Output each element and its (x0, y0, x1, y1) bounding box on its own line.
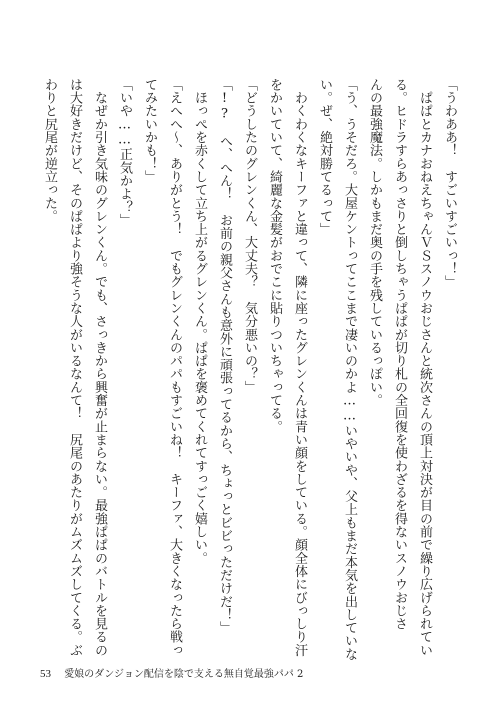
text-line: 「う、うそだろ。大屋ケントってここまで凄いのかよ……いやいや、父上もまだ本気を出していな (342, 78, 357, 661)
text-line: ぱぱとカナおねえちゃんＶＳスノウおじさんと統次さんの頂上対決が目の前で繰り広げられてい (417, 78, 432, 657)
text-line: 「えへへ〜、ありがとう！ でもグレンくんのパパもすごいね！ キーファ、大きくなったら戦っ (167, 78, 182, 657)
page-number: 53 (40, 668, 51, 680)
text-line: てみたいかも！」 (142, 78, 157, 184)
text-line: わくわくなキーファと違って、隣に座ったグレンくんは青い顔をしている。顔全体にびっしり汗 (292, 78, 307, 657)
running-title: 愛娘のダンジョン配信を陰で支える無自覚最強パパ 2 (64, 669, 304, 680)
text-line: い。ぜ、絶対勝てるって」 (317, 78, 332, 236)
text-line: ほっぺを赤くして立ち上がるグレンくん。ぱぱを褒めてくれてすっごく嬉しい。 (192, 78, 207, 565)
text-line: んの最強魔法。しかもまだ奥の手を残しているっぽい。 (367, 78, 382, 407)
text-line: をかいていて、綺麗な金髪がおでこに貼りついちゃってる。 (267, 78, 282, 434)
text-line: 「いや……正気かよ？」 (117, 78, 132, 227)
text-line: 「!? へ、へん！ お前の親父さんも意外に頑張ってるから、ちょっとビビっただけだ！」 (217, 78, 232, 635)
text-line: 「どうしたのグレンくん、大丈夫？ 気分悪いの？」 (242, 78, 257, 394)
text-line: なぜか引き気味のグレンくん。でも、さっきから興奮が止まらない。最強ぱぱのバトルを見るの (92, 78, 107, 657)
text-line: は大好きだけど、そのぱぱより強そうな人がいるなんて！ 尻尾のあたりがムズムズしてくる。ぶ (67, 78, 82, 657)
text-line: わりと尻尾が逆立った。 (42, 78, 57, 223)
text-line: る。ヒドラすらあっさりと倒しちゃうぱぱが切り札の全回復を使わざるを得ないスノウおじさ (392, 78, 407, 631)
page-footer (40, 665, 303, 680)
body-text (32, 78, 462, 661)
text-line: 「うわああ！ すごいすごいっ！」 (442, 78, 457, 289)
